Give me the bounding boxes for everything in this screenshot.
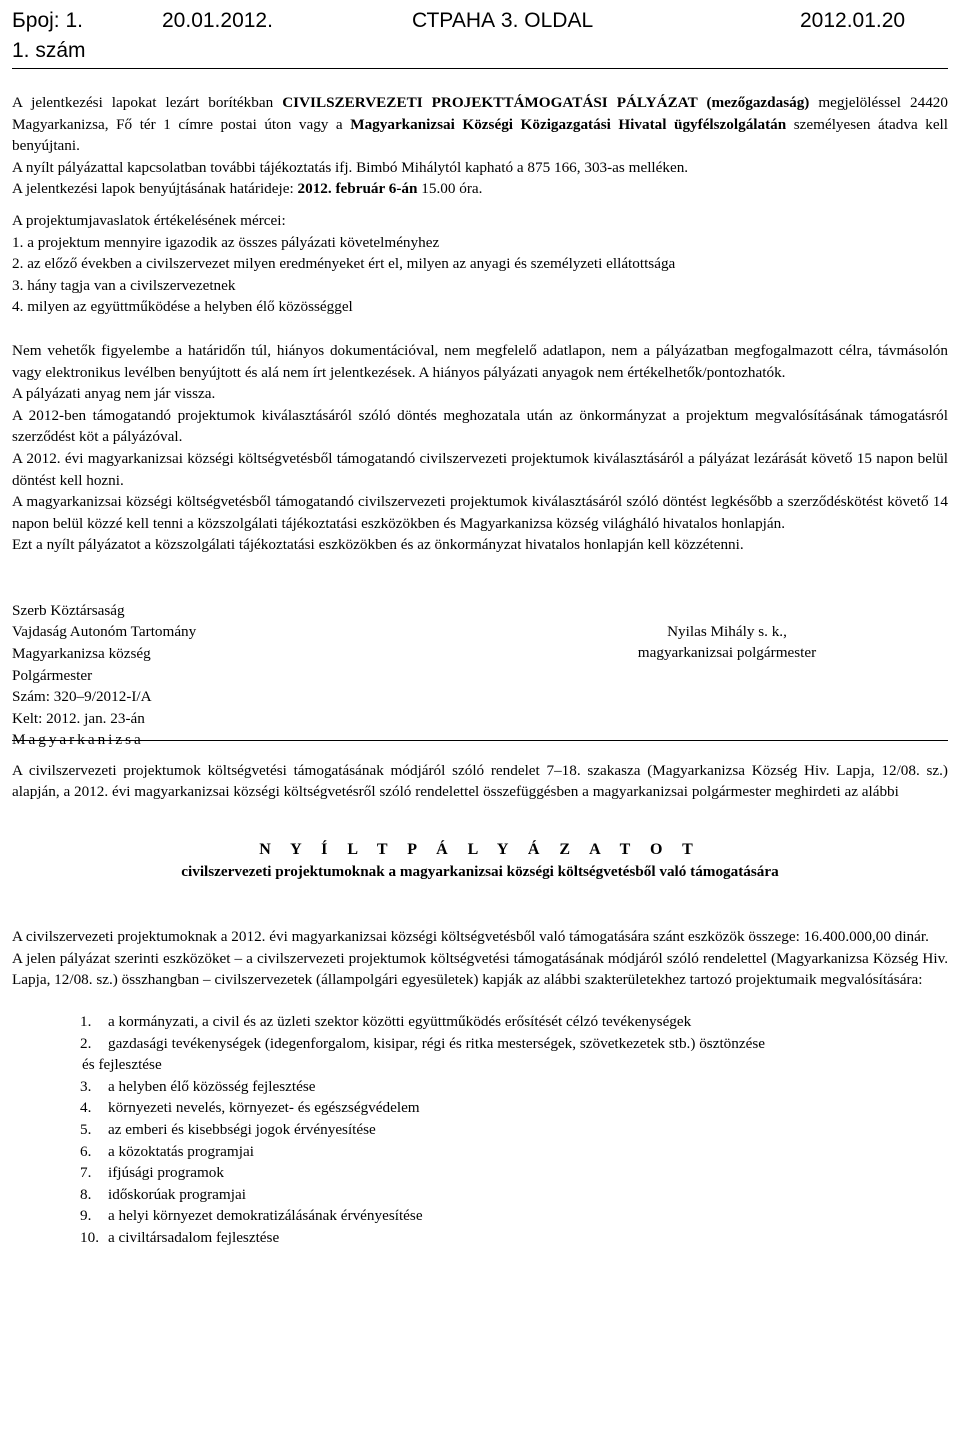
- field-list: [12, 1011, 948, 1249]
- submission-paragraph: A jelentkezési lapokat lezárt borítékban CIVILSZERVEZETI PROJEKTTÁMOGATÁSI PÁLYÁZAT (mezőgazdaság) megjelöléssel 24420 Magyarkanizsa, Fő tér 1 címre postai úton vagy a Magyarkanizsai Községi Közigazgatási Hivatal ügyfélszolgálatán személyesen átadva kell benyújtani.: [12, 94, 948, 155]
- list-item: 7. ifjúsági programok: [80, 1164, 224, 1182]
- issuer-place: Magyarkanizsa: [12, 731, 144, 749]
- date-hungarian: 2012.01.20: [800, 9, 906, 32]
- criteria-heading: A projektumjavaslatok értékelésének mércei:: [12, 211, 286, 229]
- page-label: СТРАНА 3. OLDAL: [412, 9, 594, 32]
- issuer-line: Szerb Köztársaság: [12, 601, 125, 619]
- signatory-title: magyarkanizsai polgármester: [637, 644, 817, 662]
- signature-block: [12, 600, 948, 750]
- list-item: és fejlesztése: [82, 1056, 162, 1074]
- announcement-subtitle: civilszervezeti projektumoknak a magyarkanizsai községi költségvetésből való támogatására: [181, 862, 779, 880]
- rules-paragraph: Ezt a nyílt pályázatot a közszolgálati tájékoztatási eszközökben és az önkormányzat hivatalos honlapján kell közzétenni.: [12, 536, 744, 554]
- issuer-line: Vajdaság Autonóm Tartomány: [12, 623, 197, 641]
- signatory-name: Nyilas Mihály s. k.,: [667, 622, 787, 640]
- issuer-line: Szám: 320–9/2012-I/A: [12, 688, 152, 706]
- announcement-title: N Y Í L T P Á L Y Á Z A T O T: [259, 841, 701, 859]
- budget-paragraph: A civilszervezeti projektumoknak a 2012. évi magyarkanizsai községi költségvetésből való támogatására szánt eszközök összege: 16.400.000,00 dinár.: [12, 928, 929, 946]
- criteria-item: 3. hány tagja van a civilszervezetnek: [12, 276, 236, 294]
- section-divider: [12, 740, 948, 741]
- signatory-block: [609, 621, 845, 664]
- rules-paragraph: A pályázati anyag nem jár vissza.: [12, 385, 216, 403]
- announcement-preamble: A civilszervezeti projektumok költségvetési támogatásának módjáról szóló rendelet 7–18. szakasza (Magyarkanizsa Község Hiv. Lapja, 12/08. sz.) alapján, a 2012. évi magyarkanizsai községi költségvetésről szóló rendelettel összefüggésben a magyarkanizsai polgármester meghirdeti az alábbi: [12, 761, 948, 801]
- list-item: 5. az emberi és kisebbségi jogok érvényesítése: [80, 1121, 376, 1138]
- issuer-line: Kelt: 2012. jan. 23-án: [12, 709, 145, 727]
- criteria-item: 2. az előző években a civilszervezet milyen eredményeket ért el, milyen az anyagi és személyzeti ellátottsága: [12, 255, 676, 273]
- issue-label: Број: 1.: [12, 9, 83, 32]
- criteria-item: 4. milyen az együttműködése a helyben élő közösséggel: [12, 298, 353, 316]
- issuer-block: [12, 600, 196, 751]
- date-cyrillic: 20.01.2012.: [162, 9, 273, 32]
- criteria-item: 1. a projektum mennyire igazodik az összes pályázati követelményhez: [12, 233, 440, 251]
- list-item: 8. időskorúak programjai: [80, 1185, 246, 1203]
- rules-paragraph: A magyarkanizsai községi költségvetésből támogatandó civilszervezeti projektumok kiválasztásáról szóló döntést legkésőbb a szerződéskötést követő 14 napon belül közzé kell tenni a közszolgálati tájékoztatási eszközökben és Magyarkanizsa község világháló hivatalos honlapján.: [12, 493, 948, 532]
- issue-number: 1. szám: [12, 39, 86, 62]
- list-item: 10. a civiltársadalom fejlesztése: [80, 1228, 280, 1246]
- deadline-paragraph: A jelentkezési lapok benyújtásának határideje: 2012. február 6-án 15.00 óra.: [12, 180, 483, 198]
- list-item: 3. a helyben élő közösség fejlesztése: [80, 1077, 316, 1095]
- scope-paragraph: A jelen pályázat szerinti eszközöket – a civilszervezeti projektumok költségvetési támogatásának módjáról szóló rendelettel (Magyarkanizsa Község Hiv. Lapja, 12/08. sz.) összhangban – civilszervezetek (állampolgári egyesületek) kapják az alábbi szakterületekhez tartozó projektumaik megvalósítására:: [12, 949, 948, 989]
- rules-paragraph: A 2012-ben támogatandó projektumok kiválasztásáról szóló döntés meghozatala után az önkormányzat a projektum megvalósításának támogatásról szerződést köt a pályázóval.: [12, 406, 948, 446]
- rules-paragraph: Nem vehetők figyelembe a határidőn túl, hiányos dokumentációval, nem megfelelő adatlapon, nem a pályázatban megfogalmazott célra, távmásolón vagy elektronikus levélben benyújtott és alá nem írt jelentkezések. A hiányos pályázati anyagok nem értékelhetők/pontozhatók.: [12, 341, 948, 381]
- issuer-line: Polgármester: [12, 666, 93, 684]
- rules-paragraph: A 2012. évi magyarkanizsai községi költségvetésből támogatandó civilszervezeti projektumok kiválasztásáról a pályázat lezárását követő 15 napon belül döntést kell hozni.: [12, 449, 948, 489]
- list-item: 1. a kormányzati, a civil és az üzleti szektor közötti együttműködés erősítését célzó tevékenységek: [80, 1013, 692, 1031]
- list-item: 2. gazdasági tevékenységek (idegenforgalom, kisipar, régi és ritka mesterségek, szövetkezetek stb.) ösztönzése: [80, 1034, 765, 1052]
- header-divider: [12, 68, 948, 69]
- list-item: 9. a helyi környezet demokratizálásának érvényesítése: [80, 1207, 423, 1225]
- list-item: 6. a közoktatás programjai: [80, 1142, 254, 1160]
- issuer-line: Magyarkanizsa község: [12, 645, 151, 663]
- document-body: [12, 92, 948, 1249]
- list-item: 4. környezeti nevelés, környezet- és egészségvédelem: [80, 1099, 420, 1117]
- info-paragraph: A nyílt pályázattal kapcsolatban további tájékoztatás ifj. Bimbó Mihálytól kapható a 875 166, 303-as melléken.: [12, 158, 689, 176]
